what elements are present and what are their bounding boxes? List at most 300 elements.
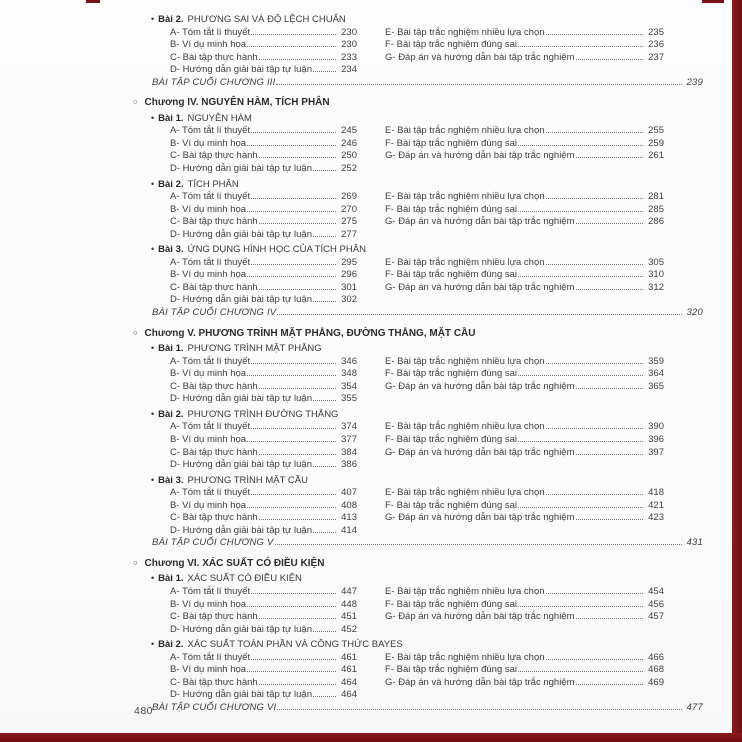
lesson-number: Bài 2. bbox=[158, 14, 184, 25]
entry-page-number: 296 bbox=[341, 269, 357, 281]
entry-label: A- Tóm tắt lí thuyết bbox=[170, 651, 251, 663]
toc-entry bbox=[385, 421, 664, 434]
toc-entry bbox=[385, 447, 664, 460]
book-cover-edge-bottom bbox=[0, 733, 742, 742]
entry-page-number: 447 bbox=[341, 585, 357, 597]
entry-label: C- Bài tập thực hành bbox=[170, 512, 258, 524]
entry-page-number: 397 bbox=[648, 446, 664, 458]
toc-entry bbox=[170, 434, 357, 447]
entries-left-column bbox=[170, 27, 357, 77]
entry-page-number: 359 bbox=[648, 355, 664, 367]
toc-entry bbox=[385, 150, 664, 163]
chapter-end-page-number: 477 bbox=[686, 701, 703, 713]
chapter-end-label: BÀI TẬP CUỐI CHƯƠNG III bbox=[152, 76, 276, 88]
entry-label: F- Bài tập trắc nghiệm đúng sai bbox=[385, 433, 518, 445]
entry-page-number: 384 bbox=[341, 446, 357, 458]
entry-page-number: 252 bbox=[341, 163, 357, 175]
toc-entry bbox=[170, 64, 357, 77]
toc-entry bbox=[170, 677, 357, 690]
entry-page-number: 448 bbox=[341, 598, 357, 610]
bullet-icon: • bbox=[151, 343, 155, 354]
dot-leader bbox=[518, 145, 643, 146]
dot-leader bbox=[313, 696, 336, 697]
lesson-name: PHƯƠNG TRÌNH MẶT PHẲNG bbox=[187, 343, 322, 355]
chapter-marker-icon: ○ bbox=[133, 557, 138, 567]
lesson-name: PHƯƠNG TRÌNH MẶT CẦU bbox=[187, 474, 308, 486]
entry-page-number: 466 bbox=[648, 651, 664, 663]
dot-leader bbox=[251, 428, 336, 429]
dot-leader bbox=[247, 145, 336, 146]
entry-label: C- Bài tập thực hành bbox=[170, 446, 258, 458]
dot-leader bbox=[247, 46, 336, 47]
dot-leader bbox=[576, 223, 643, 224]
toc-entry bbox=[385, 599, 664, 612]
lesson-block bbox=[133, 243, 703, 307]
bullet-icon: • bbox=[151, 639, 155, 650]
dot-leader bbox=[518, 375, 643, 376]
entry-label: F- Bài tập trắc nghiệm đúng sai bbox=[385, 137, 518, 149]
entry-page-number: 461 bbox=[341, 664, 357, 676]
lesson-name: TÍCH PHÂN bbox=[187, 178, 239, 190]
entry-page-number: 237 bbox=[648, 51, 664, 63]
entries-right-column bbox=[385, 487, 664, 537]
lesson-number: Bài 1. bbox=[158, 343, 184, 355]
toc-entry bbox=[385, 216, 664, 229]
lesson-title bbox=[133, 342, 703, 356]
entry-page-number: 452 bbox=[341, 623, 357, 635]
toc-entry bbox=[385, 27, 664, 40]
chapter-end-label: BÀI TẬP CUỐI CHƯƠNG V bbox=[152, 537, 274, 549]
entries-right-column bbox=[385, 191, 664, 241]
entry-page-number: 386 bbox=[341, 459, 357, 471]
dot-leader bbox=[251, 363, 336, 364]
dot-leader bbox=[247, 606, 336, 607]
dot-leader bbox=[518, 606, 643, 607]
dot-leader bbox=[247, 276, 336, 277]
entry-page-number: 464 bbox=[341, 689, 357, 701]
entry-page-number: 348 bbox=[341, 368, 357, 380]
entry-label: B- Ví dụ minh họa bbox=[170, 269, 247, 281]
entries-right-column bbox=[385, 652, 664, 702]
chapter-name: Chương V. PHƯƠNG TRÌNH MẶT PHẲNG, ĐƯỜNG THẲNG, MẶT CẦU bbox=[144, 327, 476, 339]
dot-leader bbox=[251, 593, 336, 594]
toc-entry bbox=[385, 487, 664, 500]
dot-leader bbox=[518, 211, 643, 212]
dot-leader bbox=[576, 618, 643, 619]
dot-leader bbox=[259, 454, 336, 455]
entry-page-number: 377 bbox=[341, 433, 357, 445]
toc-entry bbox=[385, 257, 664, 270]
entry-page-number: 277 bbox=[341, 228, 357, 240]
dot-leader bbox=[251, 264, 336, 265]
lesson-entry-columns bbox=[133, 257, 703, 307]
dot-leader bbox=[518, 441, 643, 442]
dot-leader bbox=[313, 400, 336, 401]
entry-label: G- Đáp án và hướng dẫn bài tập trắc nghiệm bbox=[385, 281, 575, 293]
lesson-name: ỨNG DỤNG HÌNH HỌC CỦA TÍCH PHÂN bbox=[187, 244, 366, 256]
entry-label: F- Bài tập trắc nghiệm đúng sai bbox=[385, 499, 518, 511]
toc-entry bbox=[385, 204, 664, 217]
entry-label: E- Bài tập trắc nghiệm nhiều lựa chọn bbox=[385, 256, 545, 268]
entry-page-number: 451 bbox=[341, 611, 357, 623]
dot-leader bbox=[546, 659, 643, 660]
dot-leader bbox=[247, 375, 336, 376]
toc-entry bbox=[170, 459, 357, 472]
chapter-marker-icon: ○ bbox=[133, 327, 138, 337]
entry-page-number: 255 bbox=[648, 125, 664, 137]
dot-leader bbox=[576, 454, 643, 455]
entry-page-number: 464 bbox=[341, 676, 357, 688]
entries-left-column bbox=[170, 125, 357, 175]
entry-label: C- Bài tập thực hành bbox=[170, 150, 258, 162]
lesson-entry-columns bbox=[133, 652, 703, 702]
dot-leader bbox=[251, 34, 336, 35]
entry-label: G- Đáp án và hướng dẫn bài tập trắc nghiệm bbox=[385, 611, 575, 623]
entry-label: E- Bài tập trắc nghiệm nhiều lựa chọn bbox=[385, 487, 545, 499]
toc-entry bbox=[170, 368, 357, 381]
entry-label: C- Bài tập thực hành bbox=[170, 380, 258, 392]
entry-label: E- Bài tập trắc nghiệm nhiều lựa chọn bbox=[385, 125, 545, 137]
dot-leader bbox=[518, 671, 643, 672]
entry-page-number: 275 bbox=[341, 216, 357, 228]
toc-entry bbox=[385, 611, 664, 624]
lesson-number: Bài 1. bbox=[158, 112, 184, 124]
toc-entry bbox=[170, 664, 357, 677]
dot-leader bbox=[313, 532, 336, 533]
entry-page-number: 305 bbox=[648, 256, 664, 268]
toc-entry bbox=[170, 487, 357, 500]
dot-leader bbox=[277, 709, 682, 710]
toc-entry bbox=[170, 611, 357, 624]
dot-leader bbox=[313, 71, 336, 72]
chapter-block bbox=[133, 328, 703, 550]
lesson-block bbox=[133, 112, 703, 176]
chapter-end-row bbox=[133, 537, 703, 550]
entry-page-number: 285 bbox=[648, 203, 664, 215]
dot-leader bbox=[247, 671, 336, 672]
entry-label: G- Đáp án và hướng dẫn bài tập trắc nghiệm bbox=[385, 216, 575, 228]
entry-page-number: 407 bbox=[341, 487, 357, 499]
dot-leader bbox=[275, 544, 683, 545]
dot-leader bbox=[276, 84, 682, 85]
dot-leader bbox=[259, 223, 336, 224]
entry-label: G- Đáp án và hướng dẫn bài tập trắc nghiệm bbox=[385, 150, 575, 162]
entry-label: C- Bài tập thực hành bbox=[170, 611, 258, 623]
chapter-end-label: BÀI TẬP CUỐI CHƯƠNG IV bbox=[152, 307, 277, 319]
entry-label: D- Hướng dẫn giải bài tập tự luận bbox=[170, 689, 312, 701]
lesson-title bbox=[133, 13, 703, 27]
dot-leader bbox=[251, 198, 336, 199]
entries-right-column bbox=[385, 257, 664, 307]
chapter-name: Chương VI. XÁC SUẤT CÓ ĐIỀU KIỆN bbox=[144, 557, 325, 569]
entry-page-number: 261 bbox=[648, 150, 664, 162]
entry-label: F- Bài tập trắc nghiệm đúng sai bbox=[385, 598, 518, 610]
toc-entry bbox=[170, 381, 357, 394]
toc-entry bbox=[170, 229, 357, 242]
entries-left-column bbox=[170, 586, 357, 636]
lesson-number: Bài 1. bbox=[158, 573, 184, 585]
entry-page-number: 414 bbox=[341, 524, 357, 536]
chapter-end-page-number: 431 bbox=[686, 537, 703, 549]
dot-leader bbox=[313, 170, 336, 171]
toc-entry bbox=[170, 150, 357, 163]
entry-label: G- Đáp án và hướng dẫn bài tập trắc nghiệm bbox=[385, 446, 575, 458]
entry-label: A- Tóm tắt lí thuyết bbox=[170, 585, 251, 597]
entries-left-column bbox=[170, 652, 357, 702]
dot-leader bbox=[518, 276, 643, 277]
bullet-icon: • bbox=[151, 178, 155, 189]
entry-page-number: 286 bbox=[648, 216, 664, 228]
entries-left-column bbox=[170, 487, 357, 537]
bullet-icon: • bbox=[151, 408, 155, 419]
entry-page-number: 270 bbox=[341, 203, 357, 215]
toc-entry bbox=[170, 689, 357, 702]
lesson-name: NGUYÊN HÀM bbox=[187, 112, 252, 124]
toc-entry bbox=[170, 191, 357, 204]
toc-entry bbox=[170, 27, 357, 40]
entry-label: B- Ví dụ minh họa bbox=[170, 137, 247, 149]
dot-leader bbox=[259, 519, 336, 520]
entry-page-number: 281 bbox=[648, 191, 664, 203]
toc bbox=[133, 11, 703, 714]
entries-right-column bbox=[385, 421, 664, 471]
entry-label: F- Bài tập trắc nghiệm đúng sai bbox=[385, 664, 518, 676]
entry-label: A- Tóm tắt lí thuyết bbox=[170, 26, 251, 38]
entry-label: D- Hướng dẫn giải bài tập tự luận bbox=[170, 393, 312, 405]
entry-page-number: 354 bbox=[341, 380, 357, 392]
book-cover-edge-right bbox=[732, 0, 742, 742]
entry-label: E- Bài tập trắc nghiệm nhiều lựa chọn bbox=[385, 651, 545, 663]
entry-label: B- Ví dụ minh họa bbox=[170, 433, 247, 445]
lesson-entry-columns bbox=[133, 487, 703, 537]
entry-label: D- Hướng dẫn giải bài tập tự luận bbox=[170, 228, 312, 240]
entry-label: B- Ví dụ minh họa bbox=[170, 499, 247, 511]
lesson-title bbox=[133, 243, 703, 257]
entry-label: F- Bài tập trắc nghiệm đúng sai bbox=[385, 203, 518, 215]
dot-leader bbox=[576, 289, 643, 290]
dot-leader bbox=[546, 428, 643, 429]
lesson-entry-columns bbox=[133, 356, 703, 406]
toc-entry bbox=[385, 586, 664, 599]
entry-label: E- Bài tập trắc nghiệm nhiều lựa chọn bbox=[385, 421, 545, 433]
dot-leader bbox=[576, 519, 643, 520]
lesson-title bbox=[133, 112, 703, 126]
entry-page-number: 374 bbox=[341, 421, 357, 433]
entry-page-number: 396 bbox=[648, 433, 664, 445]
entry-label: B- Ví dụ minh họa bbox=[170, 598, 247, 610]
toc-entry bbox=[385, 39, 664, 52]
toc-entry bbox=[170, 624, 357, 637]
entry-label: F- Bài tập trắc nghiệm đúng sai bbox=[385, 269, 518, 281]
entry-page-number: 302 bbox=[341, 294, 357, 306]
entry-label: E- Bài tập trắc nghiệm nhiều lựa chọn bbox=[385, 26, 545, 38]
toc-entry bbox=[385, 368, 664, 381]
chapter-end-label: BÀI TẬP CUỐI CHƯƠNG VI bbox=[152, 701, 277, 713]
chapter-title bbox=[133, 558, 703, 571]
lesson-block bbox=[133, 408, 703, 472]
dot-leader bbox=[247, 211, 336, 212]
toc-entry bbox=[170, 138, 357, 151]
entry-label: A- Tóm tắt lí thuyết bbox=[170, 487, 251, 499]
entry-label: G- Đáp án và hướng dẫn bài tập trắc nghiệm bbox=[385, 51, 575, 63]
entry-page-number: 259 bbox=[648, 137, 664, 149]
toc-entry bbox=[170, 216, 357, 229]
chapter-name: Chương IV. NGUYÊN HÀM, TÍCH PHÂN bbox=[144, 97, 330, 109]
entry-page-number: 421 bbox=[648, 499, 664, 511]
toc-entry bbox=[170, 163, 357, 176]
entries-right-column bbox=[385, 27, 664, 77]
entry-page-number: 233 bbox=[341, 51, 357, 63]
dot-leader bbox=[546, 34, 643, 35]
chapter-end-page-number: 320 bbox=[686, 307, 703, 319]
lesson-block bbox=[133, 474, 703, 538]
entry-page-number: 364 bbox=[648, 368, 664, 380]
chapter-end-row bbox=[133, 307, 703, 320]
dot-leader bbox=[576, 157, 643, 158]
chapter-title bbox=[133, 328, 703, 341]
toc-entry bbox=[170, 586, 357, 599]
entry-page-number: 365 bbox=[648, 380, 664, 392]
dot-leader bbox=[518, 507, 643, 508]
lesson-number: Bài 3. bbox=[158, 244, 184, 256]
chapter-end-row bbox=[133, 77, 703, 90]
entry-label: G- Đáp án và hướng dẫn bài tập trắc nghiệm bbox=[385, 512, 575, 524]
book-cover-speck bbox=[86, 0, 100, 3]
dot-leader bbox=[576, 59, 643, 60]
entry-label: A- Tóm tắt lí thuyết bbox=[170, 191, 251, 203]
entry-page-number: 457 bbox=[648, 611, 664, 623]
entry-page-number: 246 bbox=[341, 137, 357, 149]
entries-left-column bbox=[170, 421, 357, 471]
toc-entry bbox=[170, 393, 357, 406]
entries-right-column bbox=[385, 125, 664, 175]
entry-page-number: 236 bbox=[648, 39, 664, 51]
chapter-block bbox=[133, 13, 703, 89]
chapter-title bbox=[133, 97, 703, 110]
lesson-number: Bài 2. bbox=[158, 178, 184, 190]
entry-page-number: 469 bbox=[648, 676, 664, 688]
entry-page-number: 234 bbox=[341, 64, 357, 76]
dot-leader bbox=[277, 314, 682, 315]
bullet-icon: • bbox=[151, 573, 155, 584]
entry-label: E- Bài tập trắc nghiệm nhiều lựa chọn bbox=[385, 585, 545, 597]
lesson-title bbox=[133, 178, 703, 192]
toc-entry bbox=[170, 204, 357, 217]
entry-page-number: 413 bbox=[341, 512, 357, 524]
toc-entry bbox=[385, 269, 664, 282]
toc-entry bbox=[385, 434, 664, 447]
lesson-name: PHƯƠNG SAI VÀ ĐỘ LỆCH CHUẨN bbox=[187, 14, 346, 25]
entry-page-number: 346 bbox=[341, 355, 357, 367]
bullet-icon: • bbox=[151, 474, 155, 485]
entry-label: D- Hướng dẫn giải bài tập tự luận bbox=[170, 623, 312, 635]
lesson-title bbox=[133, 572, 703, 586]
page-number: 480 bbox=[134, 705, 154, 717]
entry-page-number: 454 bbox=[648, 585, 664, 597]
dot-leader bbox=[546, 593, 643, 594]
entry-label: F- Bài tập trắc nghiệm đúng sai bbox=[385, 39, 518, 51]
entry-page-number: 269 bbox=[341, 191, 357, 203]
dot-leader bbox=[518, 46, 643, 47]
entry-label: G- Đáp án và hướng dẫn bài tập trắc nghiệm bbox=[385, 676, 575, 688]
chapter-block bbox=[133, 558, 703, 715]
entry-label: B- Ví dụ minh họa bbox=[170, 664, 247, 676]
lesson-entry-columns bbox=[133, 27, 703, 77]
dot-leader bbox=[259, 289, 336, 290]
lesson-number: Bài 2. bbox=[158, 639, 184, 651]
dot-leader bbox=[251, 494, 336, 495]
dot-leader bbox=[251, 132, 336, 133]
toc-entry bbox=[170, 257, 357, 270]
entry-label: E- Bài tập trắc nghiệm nhiều lựa chọn bbox=[385, 191, 545, 203]
entry-label: D- Hướng dẫn giải bài tập tự luận bbox=[170, 64, 312, 76]
entry-label: D- Hướng dẫn giải bài tập tự luận bbox=[170, 294, 312, 306]
dot-leader bbox=[546, 363, 643, 364]
lesson-title bbox=[133, 408, 703, 422]
entry-page-number: 230 bbox=[341, 26, 357, 38]
entry-label: A- Tóm tắt lí thuyết bbox=[170, 355, 251, 367]
lesson-name: PHƯƠNG TRÌNH ĐƯỜNG THẲNG bbox=[187, 408, 339, 420]
lesson-entry-columns bbox=[133, 586, 703, 636]
entry-page-number: 295 bbox=[341, 256, 357, 268]
entry-label: B- Ví dụ minh họa bbox=[170, 368, 247, 380]
entry-label: B- Ví dụ minh họa bbox=[170, 39, 247, 51]
chapter-block bbox=[133, 97, 703, 319]
entry-label: C- Bài tập thực hành bbox=[170, 216, 258, 228]
toc-entry bbox=[170, 652, 357, 665]
lesson-name: XÁC SUẤT CÓ ĐIỀU KIỆN bbox=[187, 573, 302, 585]
toc-entry bbox=[170, 282, 357, 295]
bullet-icon: • bbox=[151, 14, 155, 24]
entry-label: F- Bài tập trắc nghiệm đúng sai bbox=[385, 368, 518, 380]
lesson-number: Bài 2. bbox=[158, 408, 184, 420]
entry-page-number: 312 bbox=[648, 281, 664, 293]
entry-label: B- Ví dụ minh họa bbox=[170, 203, 247, 215]
dot-leader bbox=[259, 59, 336, 60]
toc-entry bbox=[170, 125, 357, 138]
lesson-block bbox=[133, 572, 703, 636]
dot-leader bbox=[313, 631, 336, 632]
entry-label: C- Bài tập thực hành bbox=[170, 281, 258, 293]
entry-page-number: 468 bbox=[648, 664, 664, 676]
entry-page-number: 301 bbox=[341, 281, 357, 293]
toc-entry bbox=[385, 512, 664, 525]
bullet-icon: • bbox=[151, 244, 155, 255]
toc-entry bbox=[385, 677, 664, 690]
dot-leader bbox=[546, 494, 643, 495]
dot-leader bbox=[546, 198, 643, 199]
entry-label: A- Tóm tắt lí thuyết bbox=[170, 125, 251, 137]
toc-entry bbox=[170, 356, 357, 369]
lesson-block bbox=[133, 178, 703, 242]
entries-right-column bbox=[385, 586, 664, 636]
chapter-end-page-number: 239 bbox=[686, 76, 703, 88]
toc-entry bbox=[170, 599, 357, 612]
toc-entry bbox=[170, 512, 357, 525]
entry-page-number: 456 bbox=[648, 598, 664, 610]
lesson-number: Bài 3. bbox=[158, 474, 184, 486]
dot-leader bbox=[251, 659, 336, 660]
dot-leader bbox=[259, 388, 336, 389]
entry-page-number: 250 bbox=[341, 150, 357, 162]
toc-entry bbox=[170, 525, 357, 538]
entry-label: D- Hướng dẫn giải bài tập tự luận bbox=[170, 459, 312, 471]
dot-leader bbox=[259, 618, 336, 619]
toc-entry bbox=[385, 664, 664, 677]
toc-entry bbox=[385, 652, 664, 665]
entry-label: C- Bài tập thực hành bbox=[170, 676, 258, 688]
dot-leader bbox=[247, 507, 336, 508]
